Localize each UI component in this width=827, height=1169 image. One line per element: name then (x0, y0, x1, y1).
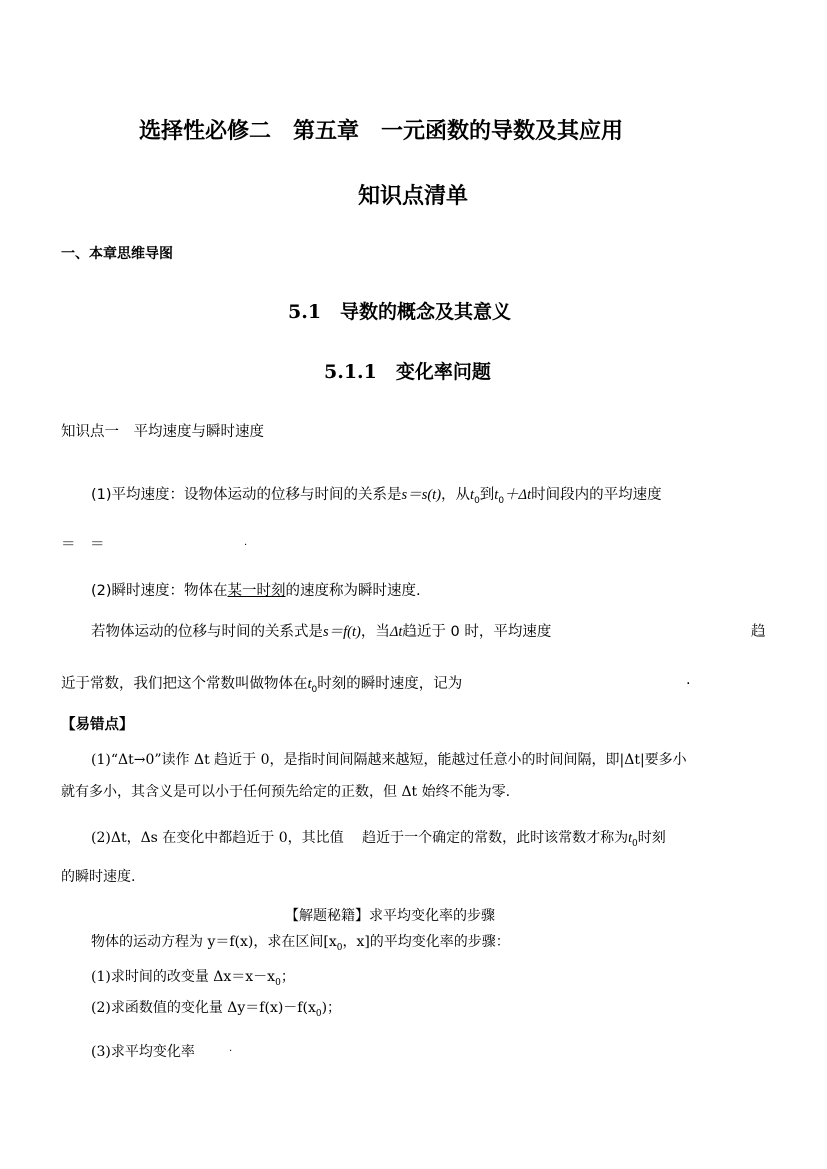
subscript: 0 (315, 1008, 322, 1019)
text: (2)Δt，Δs 在变化中都趋近于 0，其比值 趋近于一个确定的常数，此时该常数才称为 (91, 830, 629, 846)
average-speed-formula: ＝ ＝ (61, 537, 105, 553)
var-t: t (307, 676, 312, 692)
paragraph-limit-cont (61, 672, 462, 695)
text: )； (321, 1000, 342, 1016)
paragraph-limit (91, 620, 551, 641)
paragraph-average-speed (91, 483, 662, 506)
text: ，从 (441, 487, 471, 503)
tip-2-line-1 (91, 827, 666, 849)
section-heading: 一、本章思维导图 (61, 246, 173, 262)
secret-heading: 【解题秘籍】求平均变化率的步骤 (285, 908, 495, 924)
secret-step-3: (3)求平均变化率 (91, 1044, 195, 1060)
subscript: 0 (336, 942, 343, 953)
subscript: 0 (311, 684, 318, 695)
formula: ＋Δt (504, 487, 532, 503)
var-t: t (494, 487, 499, 503)
knowledge-point-1: 知识点一 平均速度与瞬时速度 (61, 424, 264, 440)
dot: . (244, 537, 248, 548)
text: ，当 (360, 624, 390, 640)
text: 近于常数，我们把这个常数叫做物体在 (61, 676, 308, 692)
var-t: t (470, 487, 475, 503)
tip-1-line-1: (1)“Δt→0”读作 Δt 趋近于 0，是指时间间隔越来越短，能越过任意小的时间间隔，即|Δt|要多小 (91, 752, 687, 768)
text: ； (280, 969, 295, 985)
tip-1-line-2: 就有多小，其含义是可以小于任何预先给定的正数，但 Δt 始终不能为零. (61, 784, 511, 800)
text: 趋近于 0 时，平均速度 (402, 624, 552, 640)
subscript: 0 (474, 495, 480, 506)
formula: s＝f(t) (323, 624, 361, 640)
subscript: 0 (275, 977, 281, 988)
term-instant-speed: 瞬时速度 (111, 583, 170, 599)
subscript: 0 (498, 495, 505, 506)
text: (1)求时间的改变量 Δx＝x－x (91, 969, 276, 985)
secret-step-1 (91, 966, 295, 988)
text: 时刻的瞬时速度，记为 (317, 676, 463, 692)
underlined-text: 某一时刻 (227, 583, 286, 599)
dot: . (686, 672, 691, 688)
page-subtitle: 知识点清单 (358, 183, 469, 209)
subscript: 0 (632, 838, 638, 849)
text: 若物体运动的位移与时间的关系式是 (91, 624, 323, 640)
dot: . (229, 1043, 233, 1054)
text: 时刻 (637, 830, 666, 846)
text: (2)求函数值的变化量 Δy＝f(x)－f(x (91, 1000, 316, 1016)
text: 物体的运动方程为 y＝f(x)，求在区间[x (91, 934, 337, 950)
item-number: (2) (91, 583, 112, 599)
text: 时间段内的平均速度 (531, 487, 662, 503)
heading-5-1-1: 5.1.1 变化率问题 (324, 361, 491, 383)
secret-intro (91, 931, 510, 953)
text: ：设物体运动的位移与时间的关系是 (169, 487, 402, 503)
text: ，x]的平均变化率的步骤： (342, 934, 510, 950)
secret-step-2 (91, 997, 341, 1019)
formula: s＝s(t) (401, 487, 442, 503)
heading-5-1: 5.1 导数的概念及其意义 (288, 301, 512, 323)
item-number: (1) (91, 487, 112, 503)
text: 的速度称为瞬时速度. (285, 583, 421, 599)
text: ：物体在 (169, 583, 228, 599)
tips-heading: 【易错点】 (61, 717, 134, 733)
var-t: t (628, 831, 633, 846)
tip-2-line-2: 的瞬时速度. (61, 869, 136, 885)
text-end: 趋 (751, 624, 766, 640)
var-dt: Δt (389, 624, 403, 640)
text: 到 (479, 487, 495, 503)
term-average-speed: 平均速度 (111, 487, 170, 503)
page-title: 选择性必修二 第五章 一元函数的导数及其应用 (139, 118, 624, 144)
paragraph-instant-speed (91, 579, 421, 600)
